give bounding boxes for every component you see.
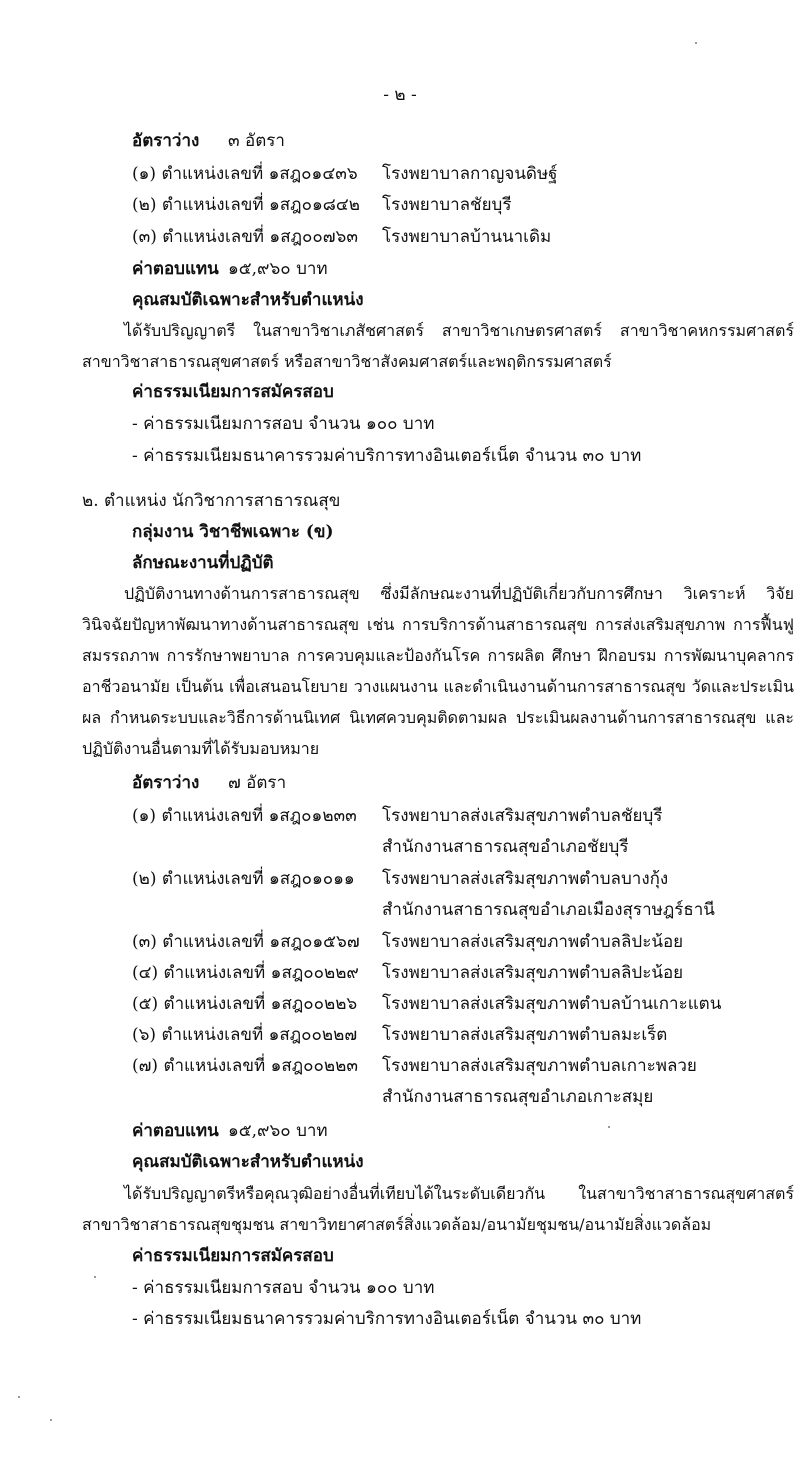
s1-pay-label: ค่าตอบแทน xyxy=(132,259,219,279)
s2-position-row xyxy=(0,931,800,953)
s1-position-row xyxy=(0,194,800,216)
s1-fee-item: - ค่าธรรมเนียมธนาคารรวมค่าบริการทางอินเตอร์เน็ต จำนวน ๓๐ บาท xyxy=(132,446,642,466)
s1-fee-item: - ค่าธรรมเนียมการสอบ จำนวน ๑๐๐ บาท xyxy=(132,414,435,434)
s2-position-office-row xyxy=(0,899,800,921)
s2-vacancy-value: ๗ อัตรา xyxy=(228,773,287,793)
s1-position-unit: โรงพยาบาลชัยบุรี xyxy=(382,195,512,215)
s2-qualification-heading: คุณสมบัติเฉพาะสำหรับตำแหน่ง xyxy=(132,1152,364,1172)
s2-position-row xyxy=(0,868,800,890)
s1-vacancy-row xyxy=(0,130,800,152)
s2-position-number: (๑) ตำแหน่งเลขที่ ๑สฎ๐๑๒๓๓ xyxy=(132,806,357,826)
s1-position-number: (๓) ตำแหน่งเลขที่ ๑สฎ๐๐๗๖๓ xyxy=(132,227,358,247)
s2-vacancy-row xyxy=(0,772,800,794)
s2-pay-value: ๑๕,๙๖๐ บาท xyxy=(228,1121,328,1141)
scan-speck xyxy=(50,1419,52,1421)
s2-fee-item: - ค่าธรรมเนียมการสอบ จำนวน ๑๐๐ บาท xyxy=(132,1278,435,1298)
s1-position-row xyxy=(0,163,800,185)
s1-position-row xyxy=(0,226,800,248)
s2-position-row xyxy=(0,805,800,827)
s2-position-unit: โรงพยาบาลส่งเสริมสุขภาพตำบลลิปะน้อย xyxy=(382,963,684,983)
scan-speck xyxy=(18,1396,20,1398)
s1-pay-row xyxy=(0,258,800,280)
s2-pay-label: ค่าตอบแทน xyxy=(132,1121,219,1141)
s1-vacancy-label: อัตราว่าง xyxy=(132,131,200,151)
s2-position-row xyxy=(0,962,800,984)
s1-position-unit: โรงพยาบาลบ้านนาเดิม xyxy=(382,227,552,247)
s2-position-unit: โรงพยาบาลส่งเสริมสุขภาพตำบลบางกุ้ง xyxy=(382,869,669,889)
s1-vacancy-value: ๓ อัตรา xyxy=(228,131,285,151)
s2-position-row xyxy=(0,993,800,1015)
s2-position-row xyxy=(0,1055,800,1077)
s2-position-office-row xyxy=(0,1086,800,1108)
s2-position-number: (๒) ตำแหน่งเลขที่ ๑สฎ๐๑๐๑๑ xyxy=(132,869,355,889)
s2-position-row xyxy=(0,1024,800,1046)
s2-duty-text: ปฏิบัติงานทางด้านการสาธารณสุข ซึ่งมีลักษณะงานที่ปฏิบัติเกี่ยวกับการศึกษา วิเคราะห์ วิจัย วินิจฉัยปัญหาพัฒนาทางด้านสาธารณสุข เช่น การบริการด้านสาธารณสุข การส่งเสริมสุขภาพ การฟื้นฟูสมรรถภาพ การรักษาพยาบาล การควบคุมและป้องกันโรค การผลิต ศึกษา ฝึกอบรม การพัฒนาบุคลากรอาชีวอนามัย เป็นต้น เพื่อเสนอนโยบาย วางแผนงาน และดำเนินงานด้านการสาธารณสุข วัดและประเมินผล กำหนดระบบและวิธีการด้านนิเทศ นิเทศควบคุมติดตามผล ประเมินผลงานด้านการสาธารณสุข และปฏิบัติงานอื่นตามที่ได้รับมอบหมาย xyxy=(82,584,794,758)
s2-position-office: สำนักงานสาธารณสุขอำเภอชัยบุรี xyxy=(382,837,629,857)
s2-position-unit: โรงพยาบาลส่งเสริมสุขภาพตำบลชัยบุรี xyxy=(382,806,663,826)
s2-position-office-row xyxy=(0,836,800,858)
s2-position-number: (๗) ตำแหน่งเลขที่ ๑สฎ๐๐๒๒๓ xyxy=(132,1056,358,1076)
s1-qualification-text: ได้รับปริญญาตรี ในสาขาวิชาเภสัชศาสตร์ สาขาวิชาเกษตรศาสตร์ สาขาวิชาคหกรรมศาสตร์ สาขาวิชาสาธารณสุขศาสตร์ หรือสาขาวิชาสังคมศาสตร์และพฤติกรรมศาสตร์ xyxy=(82,321,794,371)
s2-position-office: สำนักงานสาธารณสุขอำเภอเกาะสมุย xyxy=(382,1087,654,1107)
s2-position-number: (๕) ตำแหน่งเลขที่ ๑สฎ๐๐๒๒๖ xyxy=(132,994,358,1014)
scan-speck xyxy=(608,1126,610,1128)
s2-position-unit: โรงพยาบาลส่งเสริมสุขภาพตำบลบ้านเกาะแตน xyxy=(382,994,722,1014)
s2-pay-row xyxy=(0,1120,800,1142)
page-number: - ๒ - xyxy=(383,85,417,105)
s2-vacancy-label: อัตราว่าง xyxy=(132,773,200,793)
s1-position-unit: โรงพยาบาลกาญจนดิษฐ์ xyxy=(382,164,558,184)
s2-position-unit: โรงพยาบาลส่งเสริมสุขภาพตำบลลิปะน้อย xyxy=(382,932,684,952)
s2-position-unit: โรงพยาบาลส่งเสริมสุขภาพตำบลมะเร็ต xyxy=(382,1025,668,1045)
s2-title: ๒. ตำแหน่ง นักวิชาการสาธารณสุข xyxy=(82,491,341,511)
s2-qualification-text: ได้รับปริญญาตรีหรือคุณวุฒิอย่างอื่นที่เทียบได้ในระดับเดียวกัน ในสาขาวิชาสาธารณสุขศาสตร์ สาขาวิชาสาธารณสุขชุมชน สาขาวิทยาศาสตร์สิ่งแวดล้อม/อนามัยชุมชน/อนามัยสิ่งแวดล้อม xyxy=(82,1184,794,1234)
s1-pay-value: ๑๕,๙๖๐ บาท xyxy=(228,259,328,279)
s2-position-number: (๖) ตำแหน่งเลขที่ ๑สฎ๐๐๒๒๗ xyxy=(132,1025,358,1045)
s1-position-number: (๑) ตำแหน่งเลขที่ ๑สฎ๐๑๔๓๖ xyxy=(132,164,358,184)
s1-position-number: (๒) ตำแหน่งเลขที่ ๑สฎ๐๑๘๔๒ xyxy=(132,195,360,215)
s2-group: กลุ่มงาน วิชาชีพเฉพาะ (ข) xyxy=(132,522,334,542)
scan-speck xyxy=(94,1276,96,1278)
s1-fee-heading: ค่าธรรมเนียมการสมัครสอบ xyxy=(132,382,334,402)
scan-speck xyxy=(695,42,697,44)
s2-position-number: (๔) ตำแหน่งเลขที่ ๑สฎ๐๐๒๒๙ xyxy=(132,963,359,983)
s2-position-office: สำนักงานสาธารณสุขอำเภอเมืองสุราษฎร์ธานี xyxy=(382,900,715,920)
s2-position-unit: โรงพยาบาลส่งเสริมสุขภาพตำบลเกาะพลวย xyxy=(382,1056,697,1076)
s2-fee-item: - ค่าธรรมเนียมธนาคารรวมค่าบริการทางอินเตอร์เน็ต จำนวน ๓๐ บาท xyxy=(132,1309,642,1329)
s2-fee-heading: ค่าธรรมเนียมการสมัครสอบ xyxy=(132,1246,334,1266)
s2-position-number: (๓) ตำแหน่งเลขที่ ๑สฎ๐๑๕๖๗ xyxy=(132,932,360,952)
s1-qualification-heading: คุณสมบัติเฉพาะสำหรับตำแหน่ง xyxy=(132,290,364,310)
s2-duty-heading: ลักษณะงานที่ปฏิบัติ xyxy=(132,553,274,573)
